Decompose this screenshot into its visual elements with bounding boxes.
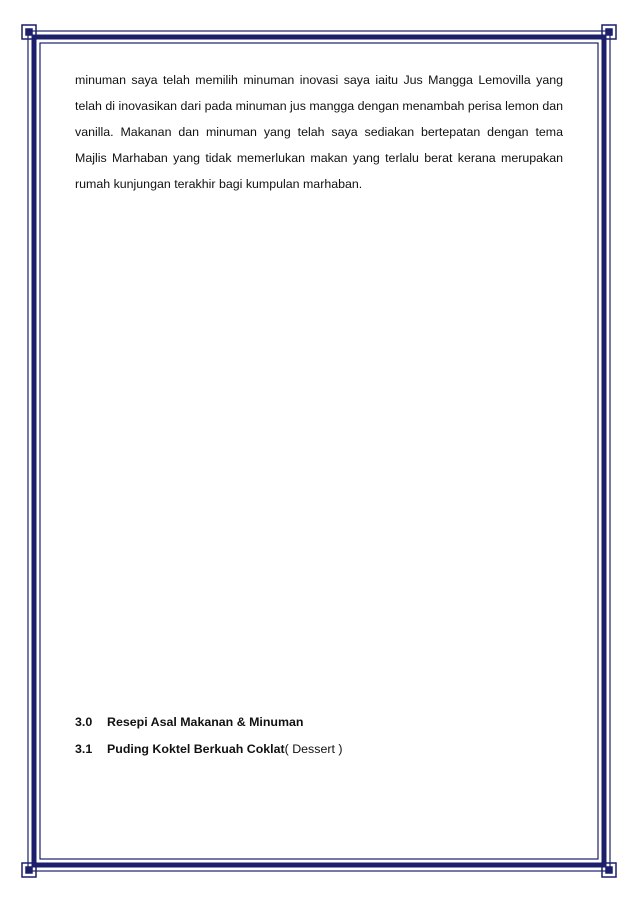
section-heading-3-0	[75, 713, 303, 731]
section-number: 3.1	[75, 742, 93, 756]
section-heading-3-1	[75, 740, 342, 758]
section-number: 3.0	[75, 715, 93, 729]
section-title: Puding Koktel Berkuah Coklat	[107, 742, 285, 756]
section-title: Resepi Asal Makanan & Minuman	[107, 715, 304, 729]
section-suffix: ( Dessert )	[284, 742, 343, 756]
body-paragraph: minuman saya telah memilih minuman inovasi saya iaitu Jus Mangga Lemovilla yang telah di inovasikan dari pada minuman jus mangga dengan menambah perisa lemon dan vanilla. Makanan dan minuman yang telah saya sediakan bertepatan dengan tema Majlis Marhaban yang tidak memerlukan makan yang terlalu berat kerana merupakan rumah kunjungan terakhir bagi kumpulan marhaban.	[75, 73, 563, 191]
